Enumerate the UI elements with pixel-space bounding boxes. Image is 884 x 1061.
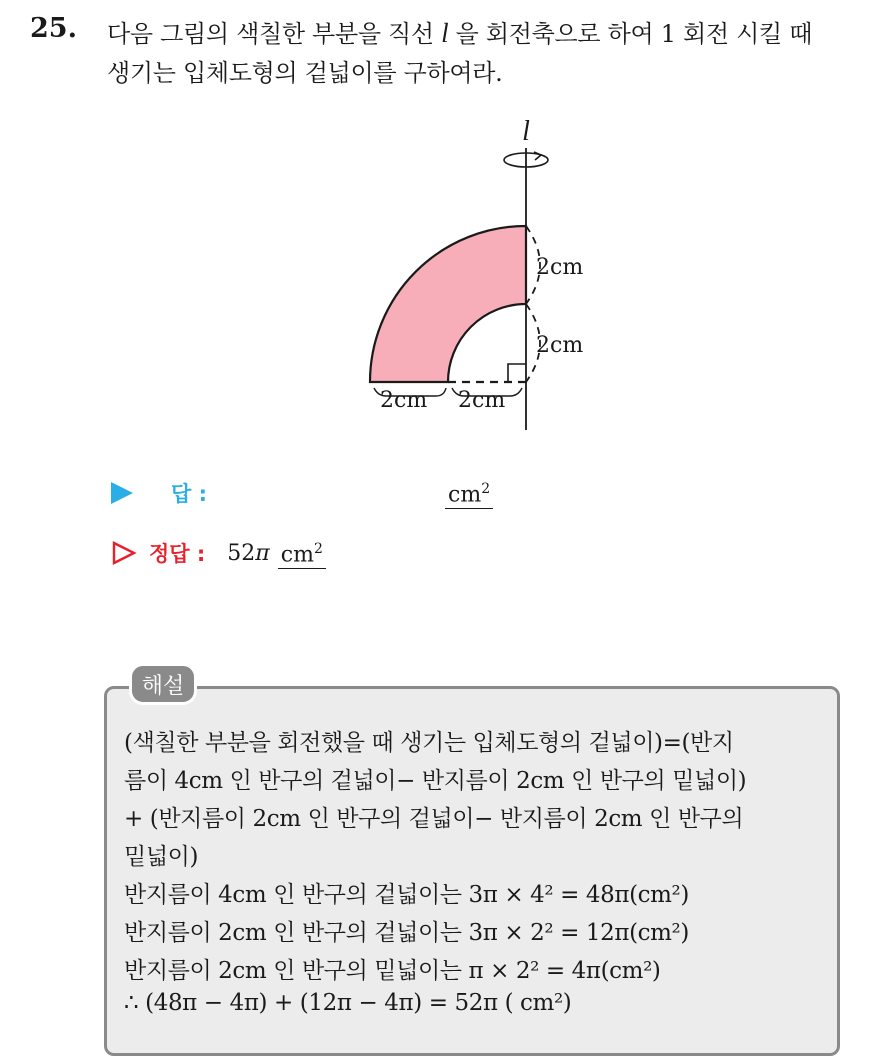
solution-line-3: + (반지름이 2cm 인 반구의 겉넓이− 반지름이 2cm 인 반구의 <box>124 806 744 832</box>
correct-unit-text: cm <box>280 542 314 568</box>
answer-unit-text: cm <box>448 482 482 508</box>
solution-line-4: 밑넓이) <box>124 844 199 870</box>
correct-value-num: 52 <box>227 540 256 566</box>
play-triangle-icon <box>111 482 133 504</box>
question-text-pre: 다음 그림의 색칠한 부분을 직선 <box>107 20 442 48</box>
solution-line-7: 반지름이 2cm 인 반구의 밑넓이는 π × 2² = 4π(cm²) <box>124 958 661 984</box>
outline-triangle-icon <box>111 540 137 566</box>
question-line-2: 생기는 입체도형의 겉넓이를 구하여라. <box>107 59 503 87</box>
question-number: 25. <box>30 13 77 44</box>
rotation-figure <box>340 112 620 442</box>
solution-line-6: 반지름이 2cm 인 반구의 겉넓이는 3π × 2² = 12π(cm²) <box>124 920 689 946</box>
question-line-1 <box>107 14 812 49</box>
correct-value-pi: π <box>255 540 270 566</box>
label-right-lower: 2cm <box>536 333 584 358</box>
answer-label: 답 : <box>171 482 207 507</box>
correct-answer-row <box>111 537 326 569</box>
label-bottom-right: 2cm <box>458 388 506 413</box>
axis-label: l <box>522 116 530 147</box>
solution-tag: 해설 <box>129 663 197 705</box>
rotation-arrowhead-icon <box>534 152 541 160</box>
answer-unit-exp: 2 <box>481 481 491 497</box>
label-right-upper: 2cm <box>536 255 584 280</box>
shaded-region <box>370 226 526 382</box>
answer-row <box>111 477 493 509</box>
answer-unit <box>445 477 493 509</box>
solution-line-2: 름이 4cm 인 반구의 겉넓이− 반지름이 2cm 인 반구의 밑넓이) <box>124 768 747 794</box>
solution-line-8: ∴ (48π − 4π) + (12π − 4π) = 52π ( cm²) <box>124 990 572 1016</box>
axis-variable: l <box>441 18 449 48</box>
correct-unit-exp: 2 <box>313 541 323 557</box>
correct-unit <box>278 537 326 569</box>
question-text-post: 을 회전축으로 하여 1 회전 시킬 때 <box>448 20 813 48</box>
solution-line-5: 반지름이 4cm 인 반구의 겉넓이는 3π × 4² = 48π(cm²) <box>124 882 689 908</box>
label-bottom-left: 2cm <box>380 388 428 413</box>
correct-value <box>227 541 269 566</box>
solution-line-1: (색칠한 부분을 회전했을 때 생기는 입체도형의 겉넓이)=(반지 <box>124 730 734 756</box>
correct-label: 정답 : <box>149 542 206 567</box>
right-angle-mark <box>508 364 526 382</box>
